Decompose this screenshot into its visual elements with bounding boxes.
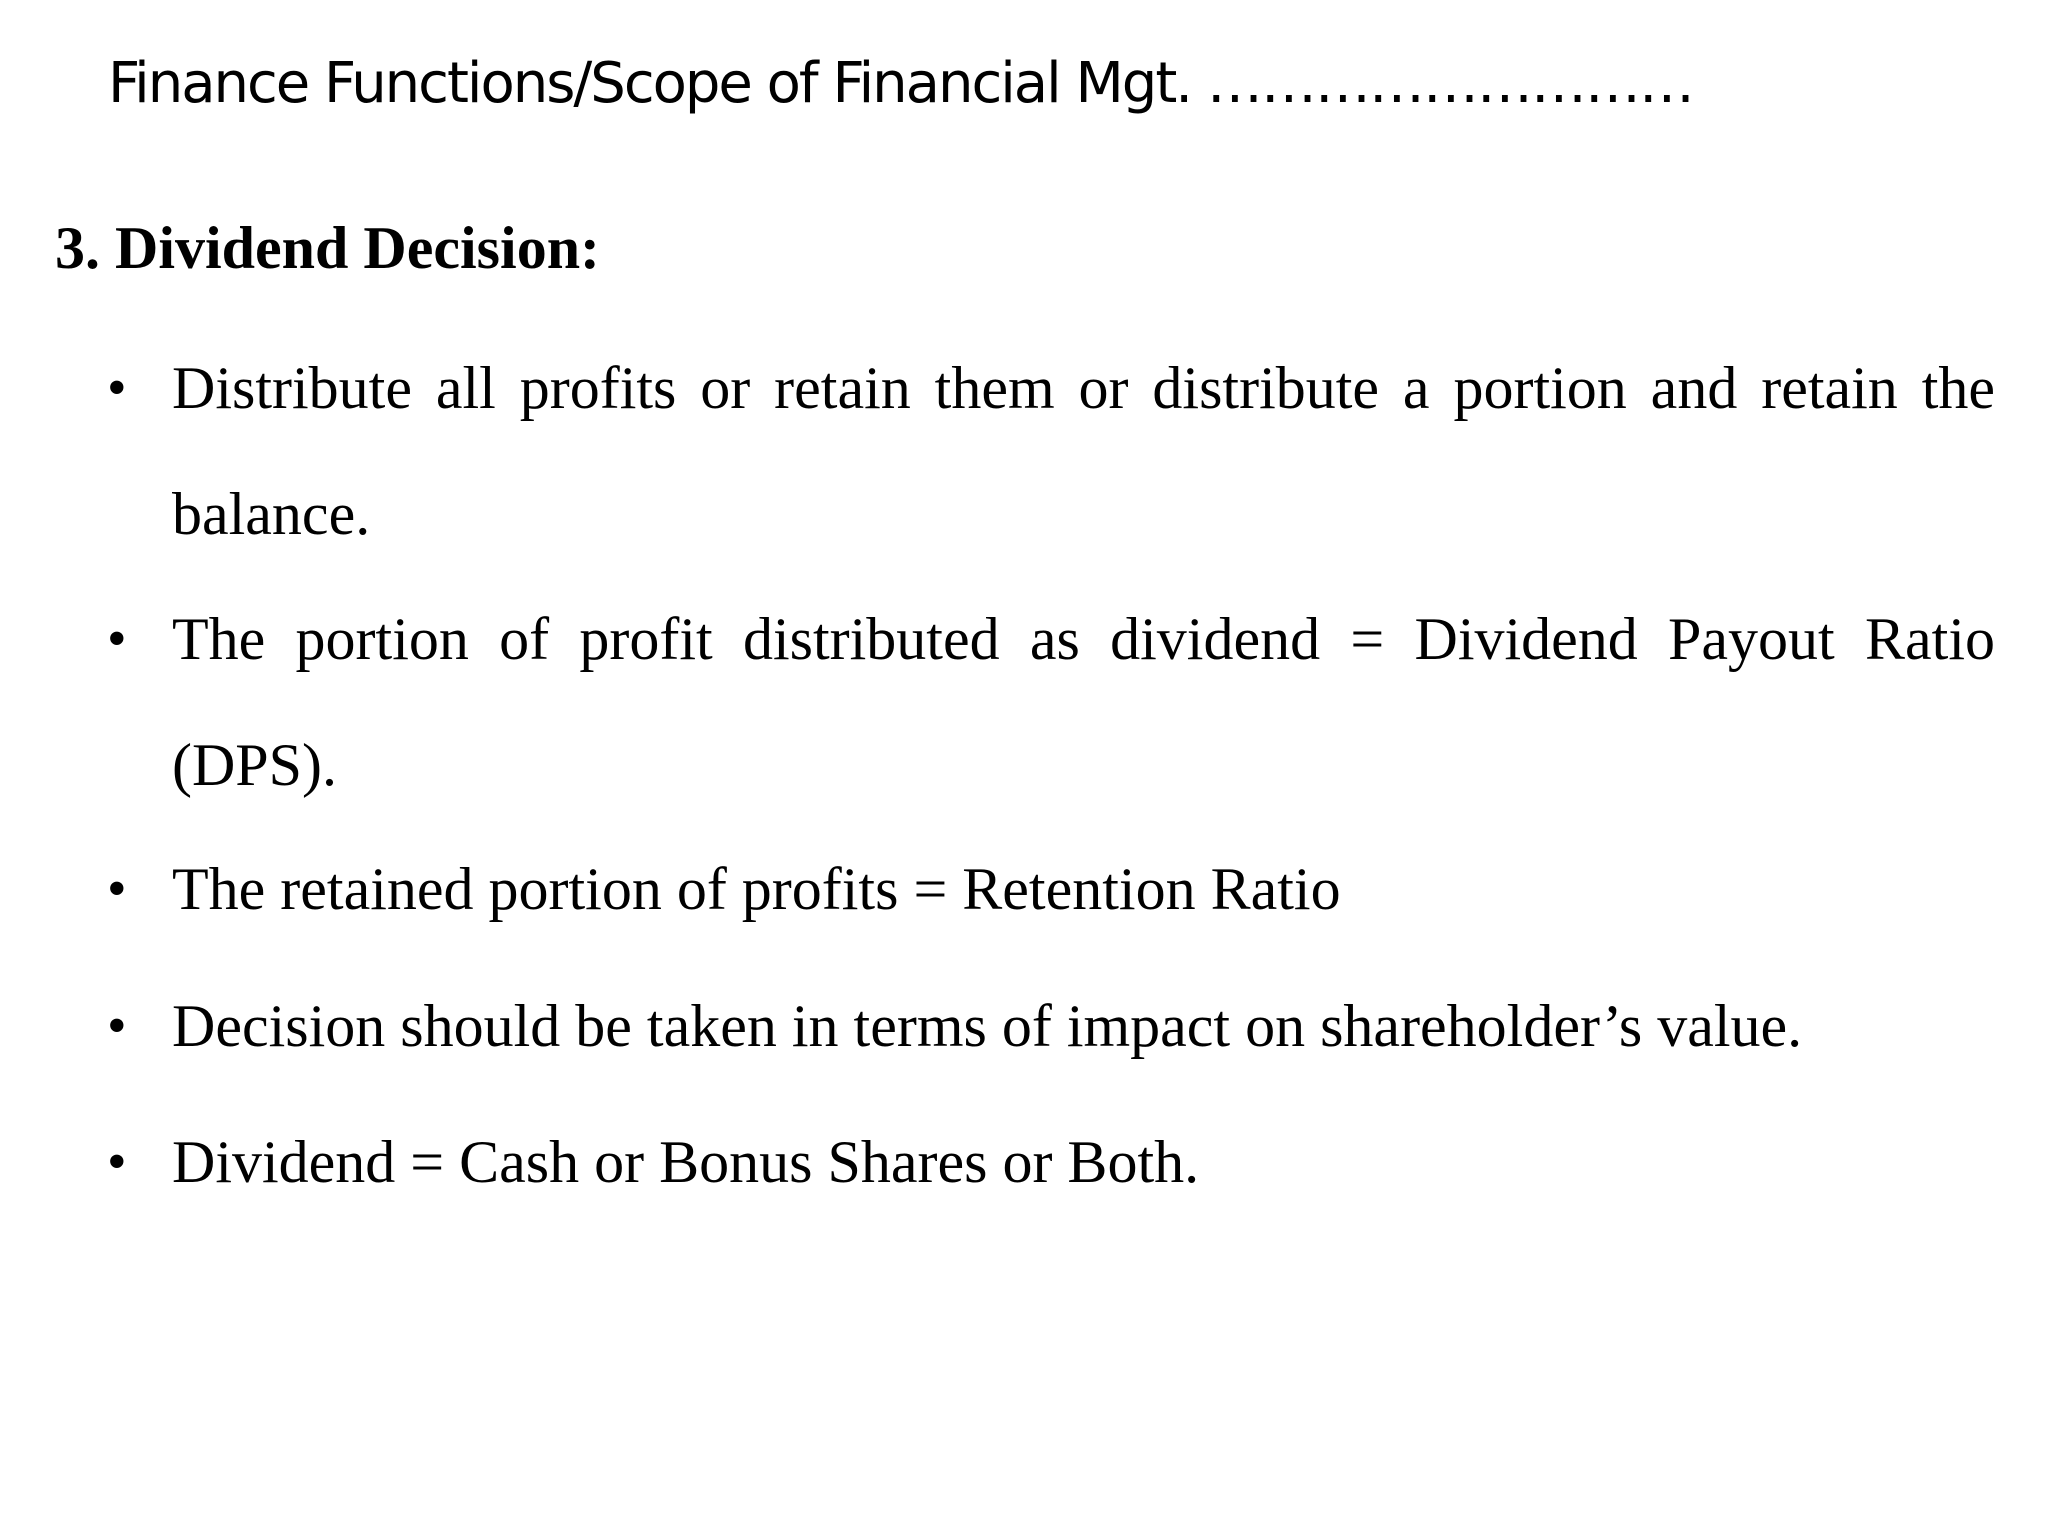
bullet-item — [107, 1099, 1995, 1225]
bullet-text: The portion of profit distributed as dividend = Dividend Payout Ratio (DPS). — [172, 606, 1995, 798]
bullet-icon: • — [107, 995, 127, 1057]
slide-title: Finance Functions/Scope of Financial Mgt. ……………………… — [108, 51, 1693, 116]
bullet-icon: • — [107, 1131, 127, 1193]
bullet-item — [107, 576, 1995, 828]
bullet-item — [107, 963, 1995, 1089]
bullet-icon: • — [107, 357, 127, 419]
bullet-text: Distribute all profits or retain them or distribute a portion and retain the balance. — [172, 355, 1995, 547]
bullet-text: Decision should be taken in terms of impact on shareholder’s value. — [172, 993, 1803, 1059]
bullet-icon: • — [107, 858, 127, 920]
bullet-icon: • — [107, 608, 127, 670]
bullet-text: Dividend = Cash or Bonus Shares or Both. — [172, 1129, 1200, 1195]
bullet-text: The retained portion of profits = Retention Ratio — [172, 856, 1341, 922]
section-heading: 3. Dividend Decision: — [55, 215, 601, 281]
bullet-item — [107, 325, 1995, 577]
bullet-item — [107, 826, 1995, 952]
